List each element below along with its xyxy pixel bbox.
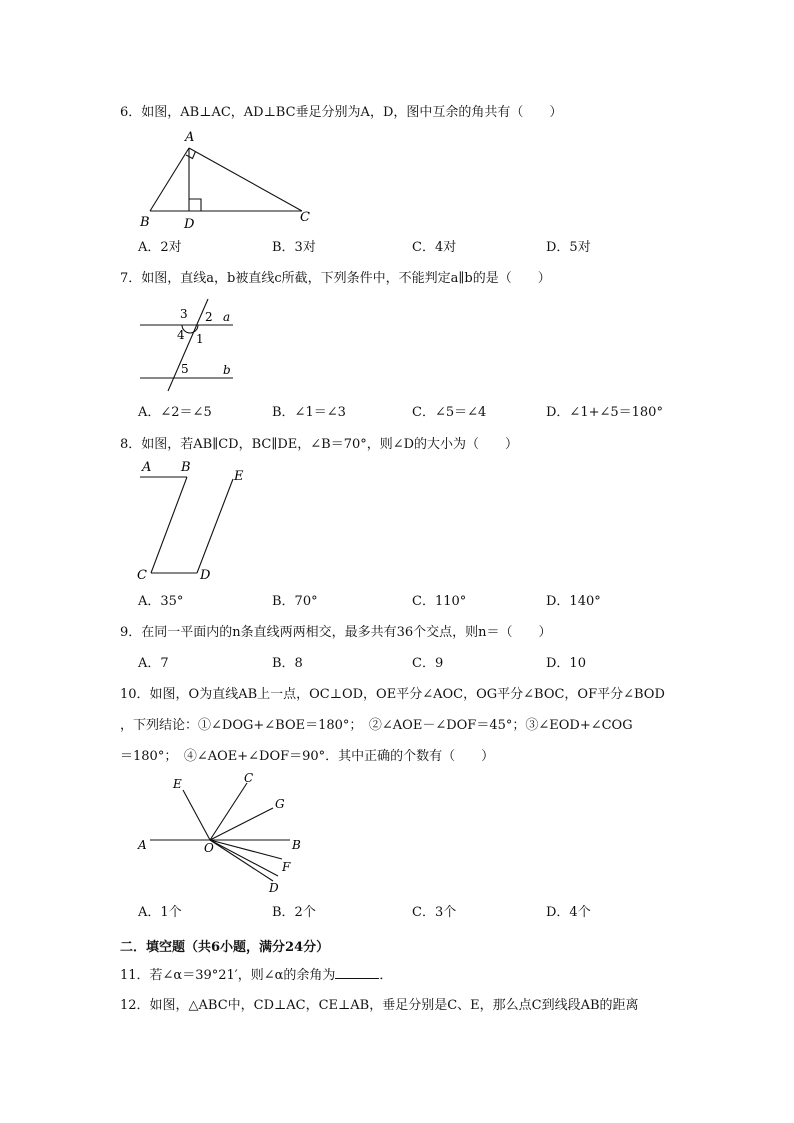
q10-label-o: O <box>204 841 214 855</box>
q9-option-b[interactable]: B．8 <box>272 656 303 671</box>
q9-option-a[interactable]: A．7 <box>138 656 169 671</box>
q7-stem: 7．如图，直线a，b被直线c所截，下列条件中，不能判定a∥b的是（ ） <box>120 271 551 286</box>
q11-stem-before: 11．若∠α＝39°21′，则∠α的余角为 <box>120 968 336 983</box>
q8-label-e: E <box>234 469 244 484</box>
q7-label-4: 4 <box>177 328 185 342</box>
q10-option-c[interactable]: C．3个 <box>412 905 457 920</box>
q7-option-a[interactable]: A．∠2＝∠5 <box>138 405 212 420</box>
q10-option-b[interactable]: B．2个 <box>272 905 316 920</box>
q7-figure <box>130 293 250 393</box>
q7-label-5: 5 <box>181 362 189 376</box>
q7-label-3: 3 <box>180 307 188 321</box>
q10-label-e: E <box>173 777 182 791</box>
q6-option-b[interactable]: B．3对 <box>272 240 316 255</box>
q10-label-g: G <box>275 797 285 811</box>
q10-stem-line2: ，下列结论：①∠DOG+∠BOE＝180°； ②∠AOE－∠DOF＝45°；③∠EOD+∠COG <box>120 718 633 733</box>
q6-label-d: D <box>184 217 195 232</box>
q8-label-b: B <box>181 460 191 475</box>
q7-option-c[interactable]: C．∠5＝∠4 <box>412 405 487 420</box>
q6-label-b: B <box>140 215 150 230</box>
q7-label-2: 2 <box>205 310 213 324</box>
q10-option-d[interactable]: D．4个 <box>546 905 591 920</box>
q10-figure <box>130 768 310 896</box>
q10-stem-line3: ＝180°； ④∠AOE+∠DOF＝90°．其中正确的个数有（ ） <box>120 749 495 764</box>
q8-label-a: A <box>142 460 152 475</box>
q11-stem <box>120 966 392 985</box>
q11-stem-after: ． <box>379 968 393 983</box>
q12-stem: 12．如图，△ABC中，CD⊥AC，CE⊥AB，垂足分别是C、E，那么点C到线段AB的距离 <box>120 998 639 1013</box>
q6-label-c: C <box>300 210 310 225</box>
q8-option-d[interactable]: D．140° <box>546 594 601 609</box>
q8-option-b[interactable]: B．70° <box>272 594 318 609</box>
q10-label-f: F <box>282 860 291 874</box>
q10-label-c: C <box>244 771 254 785</box>
q8-figure <box>130 455 260 585</box>
q8-option-a[interactable]: A．35° <box>138 594 184 609</box>
q10-label-b: B <box>292 838 301 852</box>
q10-option-a[interactable]: A．1个 <box>138 905 182 920</box>
q7-option-d[interactable]: D．∠1+∠5＝180° <box>546 405 663 420</box>
q6-stem: 6．如图，AB⊥AC，AD⊥BC垂足分别为A，D，图中互余的角共有（ ） <box>120 105 563 120</box>
q10-label-d: D <box>269 881 279 895</box>
q6-label-a: A <box>185 130 195 145</box>
q6-option-d[interactable]: D．5对 <box>546 240 591 255</box>
q9-stem: 9．在同一平面内的n条直线两两相交，最多共有36个交点，则n＝（ ） <box>120 625 552 640</box>
q8-label-c: C <box>137 568 147 583</box>
q7-label-1: 1 <box>196 332 204 346</box>
q9-option-d[interactable]: D．10 <box>546 656 586 671</box>
q7-label-a: a <box>223 310 231 324</box>
q10-label-a: A <box>138 838 147 852</box>
q8-label-d: D <box>200 568 211 583</box>
q9-option-c[interactable]: C．9 <box>412 656 444 671</box>
section2-title: 二．填空题（共6小题，满分24分） <box>120 940 330 955</box>
q7-label-b: b <box>223 363 231 377</box>
q11-answer-blank[interactable] <box>335 966 379 979</box>
q6-option-c[interactable]: C．4对 <box>412 240 457 255</box>
q6-option-a[interactable]: A．2对 <box>138 240 182 255</box>
q8-option-c[interactable]: C．110° <box>412 594 467 609</box>
q10-stem-line1: 10．如图，O为直线AB上一点，OC⊥OD，OE平分∠AOC，OG平分∠BOC，OF平分∠BOD <box>120 687 665 702</box>
q8-stem: 8．如图，若AB∥CD，BC∥DE，∠B＝70°，则∠D的大小为（ ） <box>120 437 519 452</box>
q7-option-b[interactable]: B．∠1＝∠3 <box>272 405 346 420</box>
q6-figure <box>130 128 330 233</box>
